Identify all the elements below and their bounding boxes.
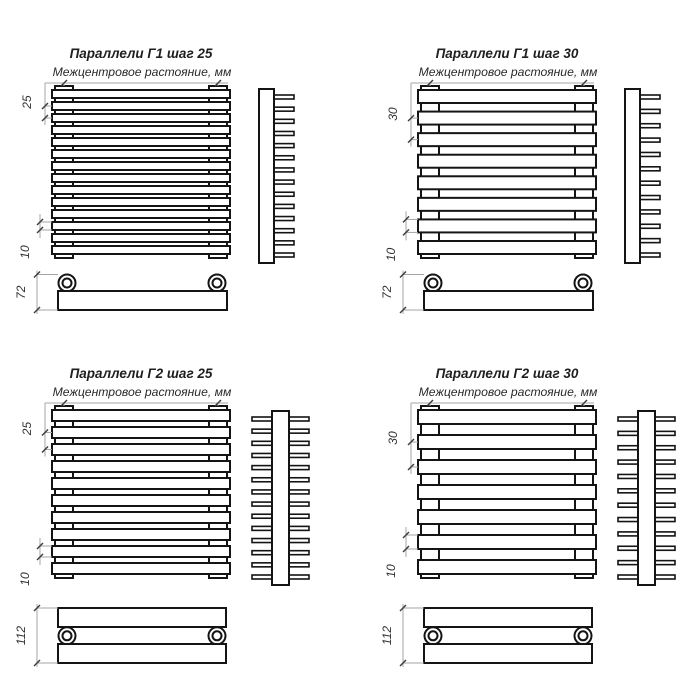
tube-bar <box>418 435 596 449</box>
side-tooth <box>618 489 639 493</box>
riser-tube-inner-circle <box>63 631 72 640</box>
side-tooth <box>639 196 660 200</box>
front-view <box>52 406 230 578</box>
side-tooth <box>618 503 639 507</box>
side-tooth <box>273 95 294 99</box>
side-tooth <box>273 180 294 184</box>
tube-bar <box>52 114 230 122</box>
tube-bar <box>418 485 596 499</box>
tube-bar <box>418 133 596 146</box>
riser-tube-inner-circle <box>579 631 588 640</box>
tube-bar <box>52 563 230 574</box>
side-tooth <box>654 489 675 493</box>
side-tooth <box>252 575 273 579</box>
tube-bar <box>52 198 230 206</box>
side-tooth <box>288 551 309 555</box>
tube-bar <box>52 210 230 218</box>
tube-bar <box>52 478 230 489</box>
riser-tube-inner-circle <box>429 279 438 288</box>
side-tooth <box>288 478 309 482</box>
left-riser <box>55 86 73 258</box>
side-tooth <box>639 224 660 228</box>
depth-value: 112 <box>14 625 28 646</box>
side-tooth <box>288 514 309 518</box>
pitch-dimension <box>20 83 52 125</box>
side-tooth <box>273 168 294 172</box>
tube-bar <box>52 512 230 523</box>
side-tooth <box>288 441 309 445</box>
side-tooth <box>252 466 273 470</box>
side-tooth <box>618 446 639 450</box>
variant-title: Параллели Г2 шаг 30 <box>435 366 579 381</box>
side-tooth <box>654 460 675 464</box>
side-view <box>618 411 675 585</box>
side-tooth <box>288 502 309 506</box>
side-tooth <box>654 417 675 421</box>
side-tooth <box>639 253 660 257</box>
tube-bar <box>52 222 230 230</box>
side-tooth <box>273 144 294 148</box>
side-tooth <box>639 138 660 142</box>
tube-bar <box>52 427 230 438</box>
tube-bar <box>418 112 596 125</box>
profile-dimension <box>18 538 52 586</box>
profile-dimension <box>18 214 52 259</box>
side-tooth <box>273 241 294 245</box>
bottom-view <box>424 275 593 311</box>
side-tooth <box>618 460 639 464</box>
front-view <box>52 86 230 258</box>
depth-dimension <box>380 604 424 667</box>
tube-bar <box>418 155 596 168</box>
tube-bar <box>52 102 230 110</box>
variant-g2-step30 <box>380 366 675 667</box>
side-tooth <box>288 539 309 543</box>
side-tooth <box>288 575 309 579</box>
tube-bar <box>52 126 230 134</box>
side-view <box>625 89 660 263</box>
side-tooth <box>273 107 294 111</box>
depth-dimension <box>14 271 58 315</box>
bottom-view <box>58 275 227 311</box>
center-distance-label: Межцентровое растояние, мм <box>52 385 232 399</box>
tube-bar <box>418 410 596 424</box>
side-tooth <box>618 474 639 478</box>
side-tooth <box>252 490 273 494</box>
side-tooth <box>639 239 660 243</box>
tube-bar <box>52 234 230 242</box>
tube-bar <box>52 138 230 146</box>
side-tooth <box>654 503 675 507</box>
tube-bar <box>52 150 230 158</box>
tube-bar <box>418 241 596 254</box>
side-tooth <box>654 575 675 579</box>
front-view <box>418 86 596 258</box>
depth-value: 72 <box>380 285 394 299</box>
side-tooth <box>252 539 273 543</box>
riser-tube-inner-circle <box>579 279 588 288</box>
depth-value: 72 <box>14 285 28 299</box>
side-tooth <box>288 453 309 457</box>
profile-gap-value: 10 <box>384 247 398 262</box>
riser-tube-inner-circle <box>213 631 222 640</box>
center-distance-label: Межцентровое растояние, мм <box>418 65 598 79</box>
side-tooth <box>288 417 309 421</box>
pitch-value: 30 <box>386 431 400 445</box>
variant-title: Параллели Г2 шаг 25 <box>69 366 213 381</box>
right-riser <box>209 86 227 258</box>
tube-bar <box>52 529 230 540</box>
depth-dimension <box>14 604 58 667</box>
tube-bar <box>418 535 596 549</box>
riser-tube-inner-circle <box>213 279 222 288</box>
tube-bar <box>52 546 230 557</box>
tube-bar <box>52 461 230 472</box>
side-tooth <box>618 532 639 536</box>
side-tooth <box>288 563 309 567</box>
side-view <box>252 411 309 585</box>
pitch-value: 30 <box>386 107 400 121</box>
side-view <box>259 89 294 263</box>
side-tooth <box>654 561 675 565</box>
center-distance-label: Межцентровое растояние, мм <box>418 385 598 399</box>
tube-bar <box>52 495 230 506</box>
base-plate <box>424 291 593 310</box>
side-tooth <box>252 453 273 457</box>
profile-dimension <box>384 527 418 578</box>
side-tooth <box>252 563 273 567</box>
front-plate <box>424 608 592 627</box>
side-tooth <box>639 109 660 113</box>
side-tooth <box>288 490 309 494</box>
side-tooth <box>639 181 660 185</box>
tube-bar <box>52 410 230 421</box>
variant-g1-step25 <box>14 46 294 314</box>
bottom-view <box>58 608 226 663</box>
side-tooth <box>252 441 273 445</box>
side-tooth <box>252 514 273 518</box>
side-tooth <box>273 217 294 221</box>
side-tooth <box>273 204 294 208</box>
riser-tube-inner-circle <box>429 631 438 640</box>
tube-bar <box>418 460 596 474</box>
side-tooth <box>618 431 639 435</box>
side-tooth <box>252 429 273 433</box>
profile-dimension <box>384 211 418 261</box>
tube-bar <box>418 176 596 189</box>
side-tooth <box>288 526 309 530</box>
side-tooth <box>618 561 639 565</box>
side-tooth <box>273 156 294 160</box>
tube-bar <box>52 186 230 194</box>
side-tooth <box>639 167 660 171</box>
side-tooth <box>273 229 294 233</box>
variant-title: Параллели Г1 шаг 30 <box>435 46 579 61</box>
side-tooth <box>639 124 660 128</box>
side-tooth <box>639 152 660 156</box>
side-tooth <box>252 478 273 482</box>
tube-bar <box>418 510 596 524</box>
base-plate <box>58 291 227 310</box>
side-tooth <box>252 551 273 555</box>
side-tooth <box>252 526 273 530</box>
side-tooth <box>639 95 660 99</box>
pitch-value: 25 <box>20 421 34 436</box>
side-tooth <box>654 474 675 478</box>
side-tooth <box>639 210 660 214</box>
side-tooth <box>288 429 309 433</box>
tube-bar <box>52 90 230 98</box>
side-tooth <box>654 546 675 550</box>
side-tooth <box>654 446 675 450</box>
back-plate <box>424 644 592 663</box>
profile-gap-value: 10 <box>18 245 32 259</box>
side-tooth <box>273 192 294 196</box>
side-tooth <box>618 518 639 522</box>
side-tooth <box>273 253 294 257</box>
tube-bar <box>418 90 596 103</box>
depth-value: 112 <box>380 625 394 646</box>
pitch-dimension <box>20 403 52 457</box>
pitch-dimension <box>386 83 418 147</box>
side-tooth <box>252 417 273 421</box>
pitch-dimension <box>386 403 418 474</box>
side-tooth <box>654 532 675 536</box>
profile-gap-value: 10 <box>18 572 32 586</box>
side-tooth <box>618 575 639 579</box>
side-collector <box>259 89 274 263</box>
variant-g2-step25 <box>14 366 309 667</box>
center-distance-label: Межцентровое растояние, мм <box>52 65 232 79</box>
tube-bar <box>418 198 596 211</box>
riser-tube-inner-circle <box>63 279 72 288</box>
side-tooth <box>654 518 675 522</box>
side-tooth <box>618 546 639 550</box>
front-view <box>418 406 596 578</box>
depth-dimension <box>380 271 424 315</box>
tube-bar <box>418 560 596 574</box>
profile-gap-value: 10 <box>384 564 398 578</box>
side-tooth <box>288 466 309 470</box>
side-tooth <box>273 131 294 135</box>
side-collector <box>272 411 289 585</box>
tube-bar <box>418 219 596 232</box>
tube-bar <box>52 174 230 182</box>
variant-title: Параллели Г1 шаг 25 <box>69 46 213 61</box>
front-plate <box>58 608 226 627</box>
side-collector <box>638 411 655 585</box>
side-collector <box>625 89 640 263</box>
side-tooth <box>252 502 273 506</box>
back-plate <box>58 644 226 663</box>
side-tooth <box>273 119 294 123</box>
variant-g1-step30 <box>380 46 660 314</box>
pitch-value: 25 <box>20 95 34 109</box>
tube-bar <box>52 444 230 455</box>
tube-bar <box>52 246 230 254</box>
side-tooth <box>654 431 675 435</box>
tube-bar <box>52 162 230 170</box>
side-tooth <box>618 417 639 421</box>
bottom-view <box>424 608 592 663</box>
